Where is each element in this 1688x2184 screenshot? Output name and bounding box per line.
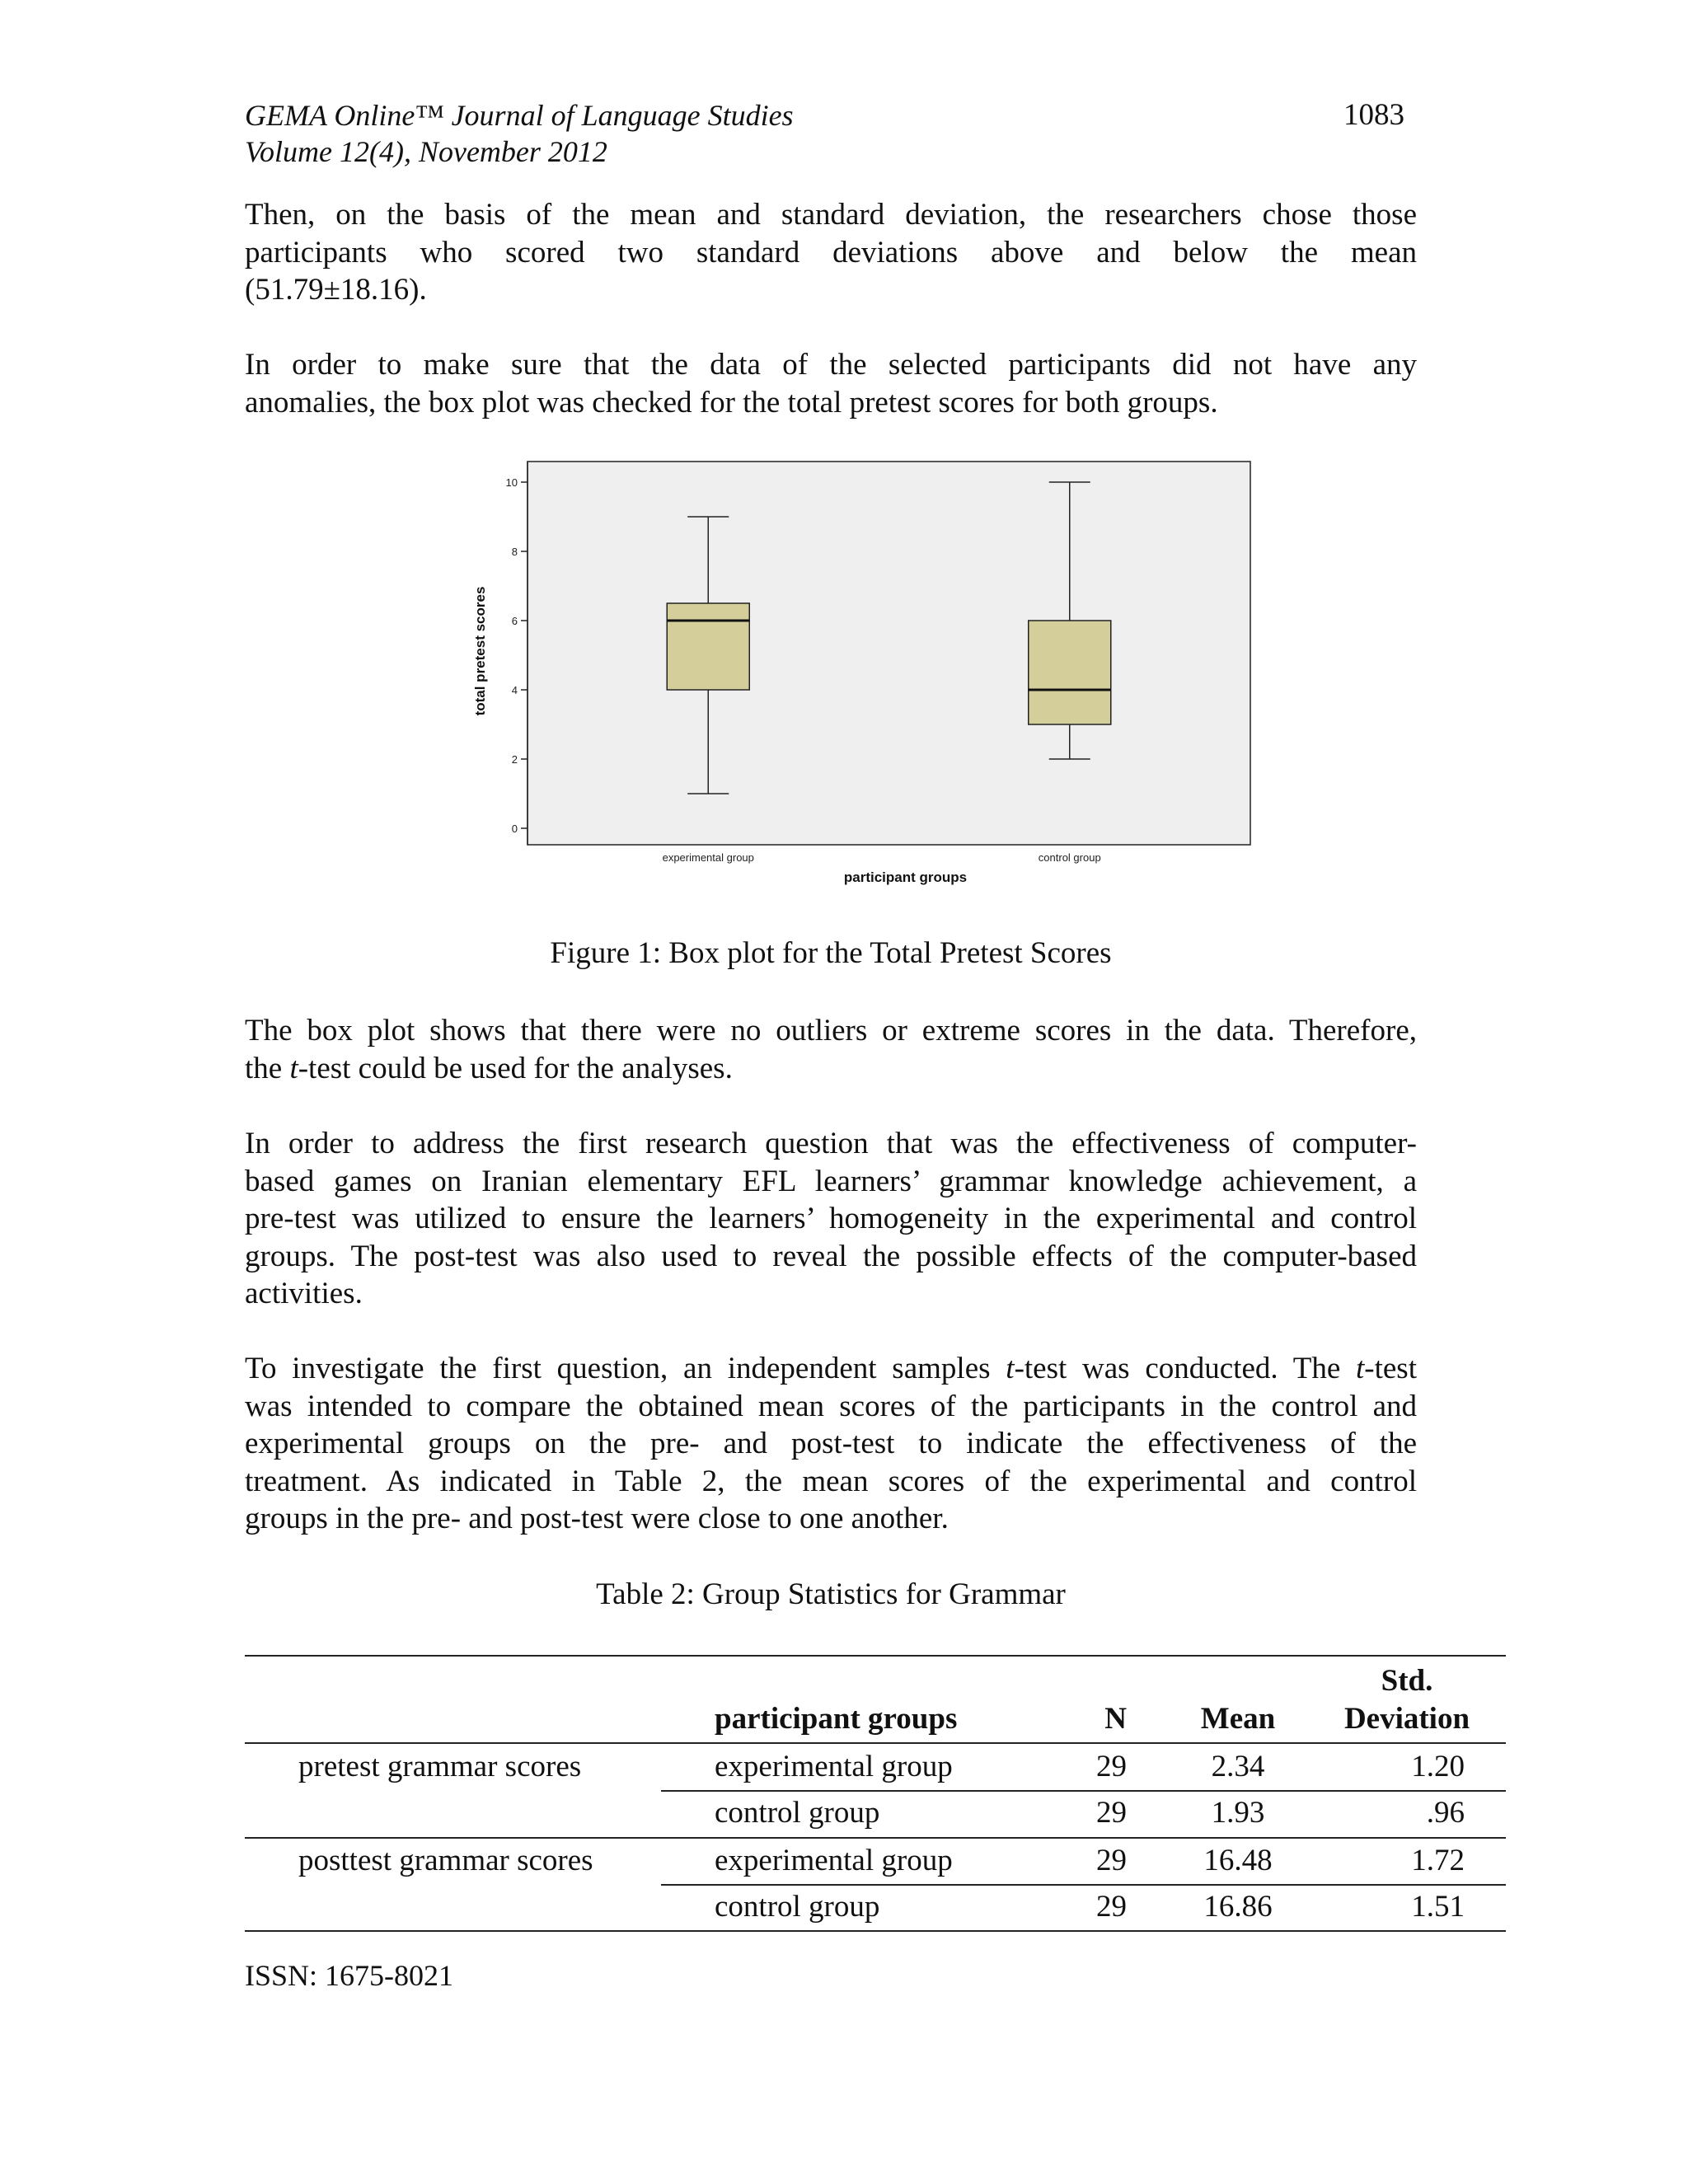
table-cell-sd: 1.20 <box>1411 1750 1465 1783</box>
table-rule-header <box>245 1742 1506 1744</box>
iqr-box <box>1029 621 1111 724</box>
issn-footer: ISSN: 1675-8021 <box>245 1959 454 1992</box>
section-label-posttest: posttest grammar scores <box>298 1844 593 1877</box>
paragraph-1: Then, on the basis of the mean and standard deviation, the researchers chose those participants who scored two standard deviations above and below the mean (51.79±18.16). <box>245 198 1417 307</box>
table-caption: Table 2: Group Statistics for Grammar <box>596 1577 1066 1611</box>
table-rule-row <box>661 1884 1506 1886</box>
y-tick-label: 10 <box>505 476 518 489</box>
x-category-label: experimental group <box>662 851 754 864</box>
table-cell-sd: .96 <box>1426 1796 1465 1830</box>
table-cell-group: control group <box>715 1796 880 1830</box>
table-rule-section <box>245 1837 1506 1839</box>
header-sd-line2: Deviation <box>1343 1702 1470 1736</box>
y-tick-label: 0 <box>511 823 518 835</box>
iqr-box <box>667 603 749 690</box>
page-number: 1083 <box>1343 98 1404 132</box>
y-tick-label: 4 <box>511 684 518 696</box>
table-rule-top <box>245 1655 1506 1657</box>
paragraph-2: In order to make sure that the data of the selected participants did not have any anomalies, the box plot was checked for the total pretest scores for both groups. <box>245 348 1417 419</box>
y-tick-label: 2 <box>511 753 518 766</box>
paragraph-4: In order to address the first research question that was the effectiveness of computer- based games on Iranian elementary EFL learners’ grammar knowledge achievement, a pre-test was utilized to ensure the learners’ homogeneity in the experimental and control groups. The post-test was also used to reveal the possible effects of the computer-based activities. <box>245 1127 1417 1310</box>
table-rule-bottom <box>245 1930 1506 1932</box>
table-cell-sd: 1.72 <box>1411 1844 1465 1877</box>
y-axis-title: total pretest scores <box>472 586 488 716</box>
table-cell-group: experimental group <box>715 1750 953 1783</box>
table-rule-row <box>661 1790 1506 1792</box>
header-n: N <box>1104 1702 1127 1736</box>
table-cell-mean: 1.93 <box>1211 1796 1265 1830</box>
box-plot-chart <box>449 457 1273 902</box>
table-cell-sd: 1.51 <box>1411 1890 1465 1924</box>
y-tick-label: 8 <box>511 546 518 558</box>
x-axis-title: participant groups <box>843 869 968 885</box>
plot-area <box>528 462 1250 845</box>
box-plot-figure <box>449 457 1273 902</box>
section-label-pretest: pretest grammar scores <box>298 1750 582 1783</box>
table-cell-group: control group <box>715 1890 880 1924</box>
header-participant-groups: participant groups <box>715 1702 958 1736</box>
table-cell-mean: 16.48 <box>1203 1844 1273 1877</box>
header-sd-line1: Std. <box>1381 1664 1433 1698</box>
table-cell-n: 29 <box>1096 1890 1127 1924</box>
y-tick-label: 6 <box>511 615 518 627</box>
table-cell-n: 29 <box>1096 1796 1127 1830</box>
table-cell-mean: 2.34 <box>1211 1750 1265 1783</box>
volume-info: Volume 12(4), November 2012 <box>245 135 607 168</box>
figure-caption: Figure 1: Box plot for the Total Pretest Scores <box>550 936 1112 970</box>
table-cell-group: experimental group <box>715 1844 953 1877</box>
journal-title: GEMA Online™ Journal of Language Studies <box>245 99 794 132</box>
table-cell-mean: 16.86 <box>1203 1890 1273 1924</box>
x-category-label: control group <box>1038 851 1101 864</box>
paragraph-3: The box plot shows that there were no outliers or extreme scores in the data. Therefore, the t-test could be used for the analyses. <box>245 1014 1417 1085</box>
paragraph-5: To investigate the first question, an independent samples t-test was conducted. The t-test was intended to compare the obtained mean scores of the participants in the control and experimental groups on the pre- and post-test to indicate the effectiveness of the treatment. As indicated in Table 2, the mean scores of the experimental and control groups in the pre- and post-test were close to one another. <box>245 1352 1417 1535</box>
table-cell-n: 29 <box>1096 1844 1127 1877</box>
table-cell-n: 29 <box>1096 1750 1127 1783</box>
header-mean: Mean <box>1200 1702 1276 1736</box>
